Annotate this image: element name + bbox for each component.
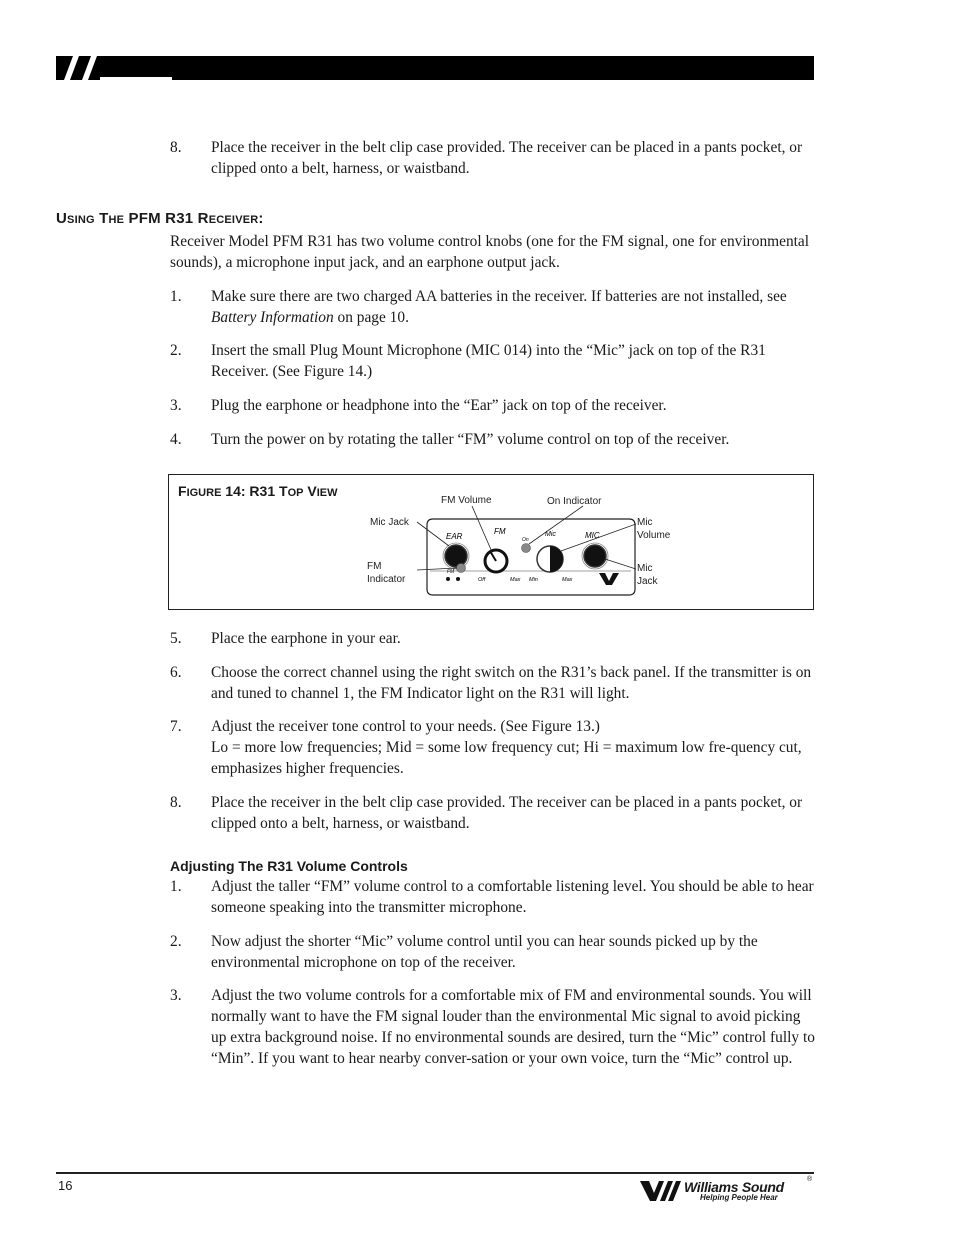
- header-slash-icon: [56, 56, 176, 80]
- panel-ear-label: EAR: [446, 532, 463, 541]
- panel-mic-jack-label: MIC: [585, 531, 600, 540]
- callout-mic-volume-line2: Volume: [637, 530, 671, 541]
- list-number: 5.: [170, 630, 182, 647]
- subsection-heading: Adjusting The R31 Volume Controls: [170, 858, 408, 874]
- header-bar: [56, 56, 814, 80]
- panel-fm-small-label: FM: [447, 569, 455, 575]
- callout-fm-volume: FM Volume: [441, 495, 492, 506]
- list-text: Now adjust the shorter “Mic” volume control until you can hear sounds picked up by the environmental microphone on top of the receiver.: [211, 933, 758, 971]
- list-number: 7.: [170, 718, 182, 735]
- list-number: 3.: [170, 987, 182, 1004]
- on-indicator-led-icon: [522, 544, 531, 553]
- list-number: 8.: [170, 794, 182, 811]
- callout-mic-jack-right: Mic: [637, 563, 653, 574]
- page-number: 16: [58, 1178, 73, 1193]
- ear-jack-icon: [445, 545, 467, 567]
- list-number: 8.: [170, 139, 182, 156]
- list-number: 6.: [170, 664, 182, 681]
- list-number: 2.: [170, 342, 182, 359]
- mic-jack-icon: [584, 545, 606, 567]
- panel-max2-label: Max: [562, 577, 573, 583]
- intro-paragraph: Receiver Model PFM R31 has two volume control knobs (one for the FM signal, one for environmental sounds), a microphone input jack, and an earphone output jack.: [170, 233, 810, 271]
- figure-caption: FIGURE 14: R31 TOP VIEW: [178, 483, 338, 499]
- williams-sound-logo: [640, 1176, 816, 1206]
- list-text: Turn the power on by rotating the taller “FM” volume control on top of the receiver.: [211, 431, 730, 448]
- callout-mic-jack-left: Mic Jack: [370, 517, 409, 528]
- brand-tagline: Helping People Hear: [700, 1193, 778, 1202]
- callout-mic-volume: Mic: [637, 517, 653, 528]
- list-number: 4.: [170, 431, 182, 448]
- list-text: Choose the correct channel using the right switch on the R31’s back panel. If the transmitter is on and tuned to channel 1, the FM Indicator light on the R31 will light.: [211, 664, 812, 702]
- callout-fm-indicator: FM: [367, 561, 382, 572]
- williams-sound-logo-icon: [640, 1179, 684, 1203]
- fm-indicator-led-icon: [457, 564, 466, 573]
- list-number: 1.: [170, 288, 182, 305]
- panel-mic-knob-label: Mic: [545, 531, 556, 538]
- list-text: Adjust the taller “FM” volume control to a comfortable listening level. You should be able to hear someone speaking into the transmitter microphone.: [211, 878, 814, 916]
- panel-off-label: Off: [478, 577, 486, 583]
- list-text: Place the receiver in the belt clip case provided. The receiver can be placed in a pants pocket, or clipped onto a belt, harness, or waistband.: [211, 139, 803, 177]
- callout-mic-jack-right-line2: Jack: [637, 576, 658, 587]
- list-text: Place the receiver in the belt clip case provided. The receiver can be placed in a pants pocket, or clipped onto a belt, harness, or waistband.: [211, 794, 803, 832]
- list-text: Adjust the receiver tone control to your needs. (See Figure 13.) Lo = more low frequencies; Mid = some low frequency cut; Hi = maximum low fre-quency cut, emphasizes higher frequencies.: [211, 718, 802, 777]
- panel-max-label: Max: [510, 577, 521, 583]
- registered-mark: ®: [807, 1176, 813, 1183]
- list-text: Insert the small Plug Mount Microphone (MIC 014) into the “Mic” jack on top of the R31 Receiver. (See Figure 14.): [211, 342, 766, 380]
- brand-name: Williams Sound: [684, 1179, 784, 1195]
- callout-on-indicator: On Indicator: [547, 496, 602, 507]
- list-number: 3.: [170, 397, 182, 414]
- list-text: Plug the earphone or headphone into the “Ear” jack on top of the receiver.: [211, 397, 667, 414]
- figure-14: [168, 474, 814, 610]
- panel-min-label: Min: [529, 577, 538, 583]
- footer-rule: [56, 1172, 814, 1174]
- list-text: Make sure there are two charged AA batteries in the receiver. If batteries are not installed, see Battery Information on page 10.: [211, 288, 787, 326]
- panel-on-label: On: [522, 537, 529, 543]
- list-text: Place the earphone in your ear.: [211, 630, 401, 647]
- section-heading: USING THE PFM R31 RECEIVER:: [56, 210, 264, 227]
- list-text: Adjust the two volume controls for a comfortable mix of FM and environmental sounds. You will normally want to have the FM signal louder than the environmental Mic signal to avoid picking up extra background noise. If no environmental sounds are desired, turn the “Mic” control fully to “Min”. If you want to hear nearby conver-sation or your own voice, turn the “Mic” control up.: [211, 987, 815, 1067]
- list-number: 2.: [170, 933, 182, 950]
- callout-fm-indicator-line2: Indicator: [367, 574, 406, 585]
- panel-fm-label: FM: [494, 527, 506, 536]
- receiver-diagram: [169, 475, 813, 609]
- list-number: 1.: [170, 878, 182, 895]
